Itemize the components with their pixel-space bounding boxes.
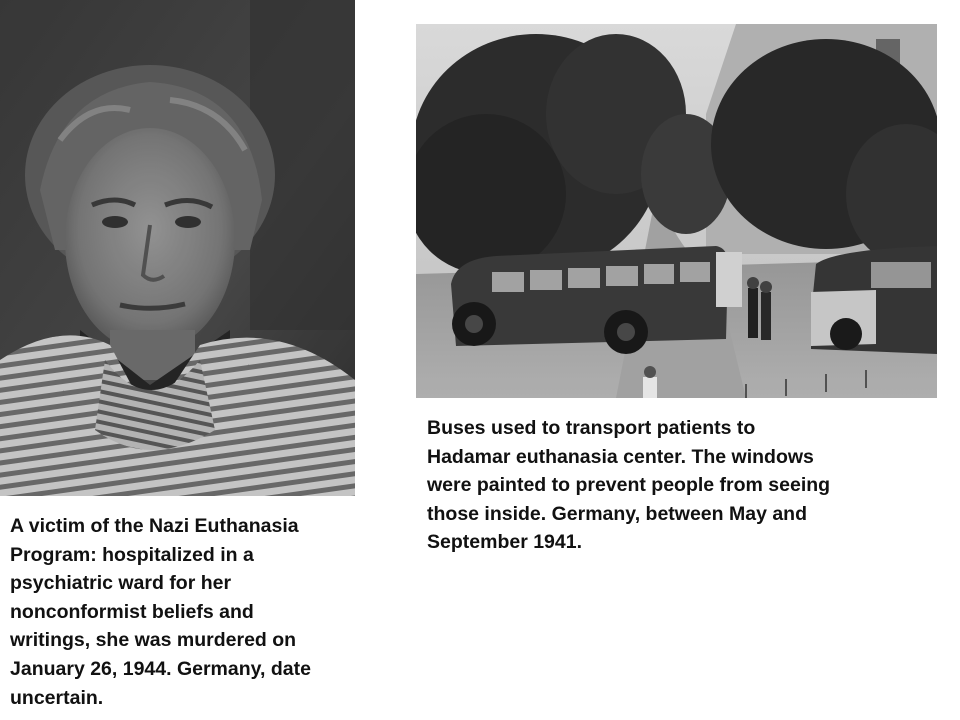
- portrait-caption-line: psychiatric ward for her: [10, 572, 232, 595]
- bus-illustration: [416, 24, 937, 398]
- bus-caption-line: Buses used to transport patients to: [427, 417, 756, 439]
- portrait-photo-caption: [10, 512, 390, 712]
- portrait-caption-line: January 26, 1944. Germany, date: [10, 657, 311, 680]
- bus-photo-caption: [427, 414, 947, 557]
- bus-caption-line: were painted to prevent people from seeing: [427, 474, 831, 497]
- portrait-photo: [0, 0, 355, 496]
- portrait-caption-line: uncertain.: [10, 686, 104, 709]
- bus-photo: [416, 24, 937, 398]
- bus-caption-line: September 1941.: [427, 531, 583, 554]
- portrait-caption-line: writings, she was murdered on: [10, 629, 297, 652]
- portrait-illustration: [0, 0, 355, 496]
- portrait-caption-line: Program: hospitalized in a: [10, 543, 254, 566]
- portrait-caption-line: A victim of the Nazi Euthanasia: [10, 515, 299, 537]
- portrait-caption-line: nonconformist beliefs and: [10, 600, 254, 623]
- bus-caption-line: Hadamar euthanasia center. The windows: [427, 445, 814, 468]
- bus-caption-line: those inside. Germany, between May and: [427, 502, 807, 525]
